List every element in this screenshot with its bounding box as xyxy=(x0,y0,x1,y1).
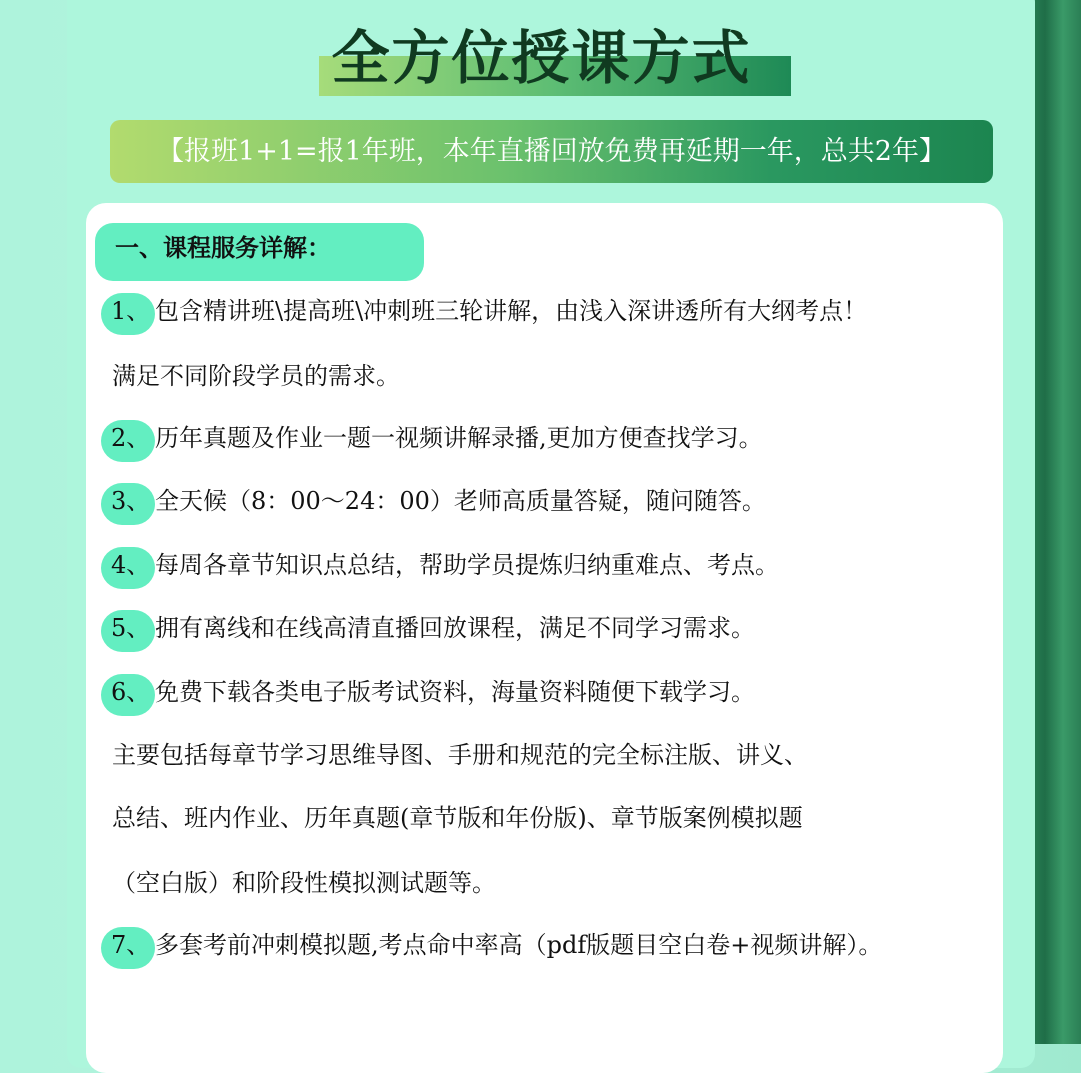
item-number-badge: 7、 xyxy=(101,927,155,969)
item-number-badge: 2、 xyxy=(101,420,155,462)
item-number-badge: 1、 xyxy=(101,293,155,335)
list-item-text: 每周各章节知识点总结，帮助学员提炼归纳重难点、考点。 xyxy=(155,551,779,579)
item-number-badge: 3、 xyxy=(101,483,155,525)
list-item-text: 多套考前冲刺模拟题,考点命中率高（pdf版题目空白卷+视频讲解）。 xyxy=(155,931,883,959)
list-item-text: 拥有离线和在线高清直播回放课程，满足不同学习需求。 xyxy=(155,614,755,642)
item-number-badge: 4、 xyxy=(101,547,155,589)
list-item-text: 免费下载各类电子版考试资料，海量资料随便下载学习。 xyxy=(155,678,755,706)
item-number-badge: 6、 xyxy=(101,674,155,716)
offer-banner: 【报班1+1=报1年班，本年直播回放免费再延期一年，总共2年】 xyxy=(110,120,993,183)
list-item-extra: 满足不同阶段学员的需求。 xyxy=(112,362,400,390)
section-heading: 一、课程服务详解： xyxy=(95,223,424,281)
list-item-text: 全天候（8：00～24：00）老师高质量答疑，随问随答。 xyxy=(155,487,766,515)
list-item-text: 包含精讲班\提高班\冲刺班三轮讲解，由浅入深讲透所有大纲考点！ xyxy=(155,297,868,325)
page-title: 全方位授课方式 xyxy=(331,24,752,92)
item-number-badge: 5、 xyxy=(101,610,155,652)
list-item-extra: 主要包括每章节学习思维导图、手册和规范的完全标注版、讲义、 xyxy=(112,741,808,769)
list-item-extra: 总结、班内作业、历年真题(章节版和年份版)、章节版案例模拟题 xyxy=(112,804,803,832)
list-item-text: 历年真题及作业一题一视频讲解录播,更加方便查找学习。 xyxy=(155,424,763,452)
list-item-extra: （空白版）和阶段性模拟测试题等。 xyxy=(112,869,496,897)
